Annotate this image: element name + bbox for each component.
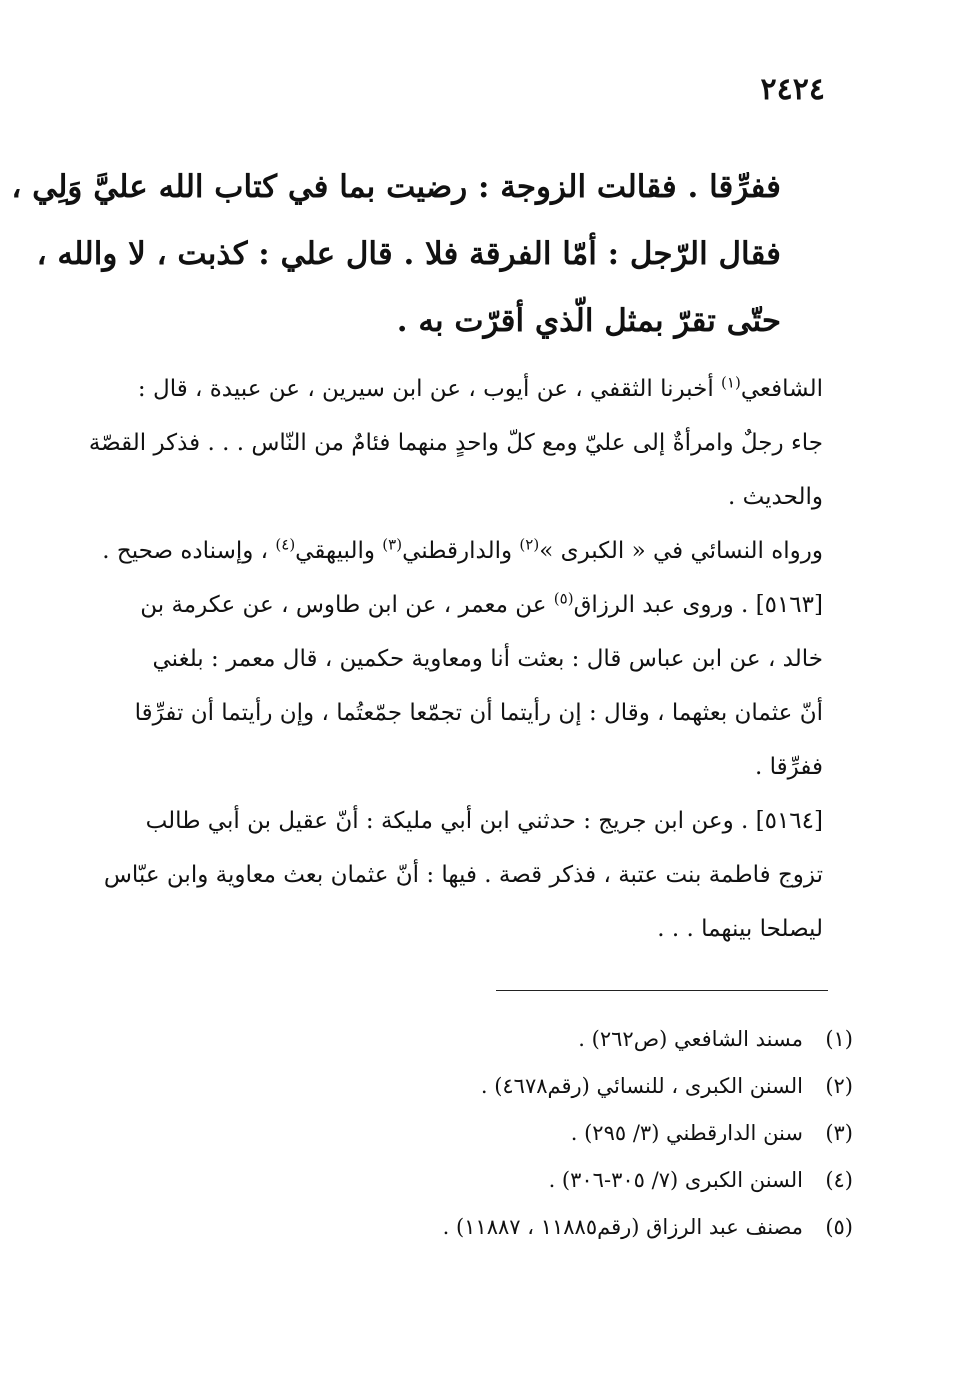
- text-run: [٥١٦٣] . وروى عبد الرزاق: [573, 592, 823, 618]
- paragraph-line: والحديث .: [727, 484, 823, 510]
- paragraph-line: ليصلحا بينهما . . .: [657, 916, 823, 942]
- footnote-text: مصنف عبد الرزاق (رقم١١٨٨٥ ، ١١٨٨٧) .: [442, 1215, 803, 1239]
- paragraph-line: أنّ عثمان بعثهما ، وقال : إن رأيتما أن تجمّعا جمّعتُما ، وإن رأيتما أن تفرِّقا: [134, 700, 823, 726]
- hadith-line-1: ففرِّقا . فقالت الزوجة : رضيت بما في كتاب الله عليَّ وَلِي ،: [11, 169, 781, 205]
- paragraph-line: [63, 578, 823, 632]
- footnote-5: [93, 1204, 853, 1251]
- page-number: ٢٤٢٤: [760, 72, 825, 107]
- footnote-ref-2[interactable]: (٢): [519, 535, 540, 554]
- footnote-1: [93, 1016, 853, 1063]
- paragraph-5164: [63, 794, 823, 956]
- text-run: والبيهقي: [295, 538, 383, 564]
- footnote-text: مسند الشافعي (ص٢٦٢) .: [578, 1027, 803, 1051]
- paragraph-line: جاء رجلٌ وامرأةٌ إلى عليّ ومع كلّ واحدٍ منهما فئامٌ من النّاس . . . فذكر القصّة: [88, 430, 823, 456]
- footnote-ref-3[interactable]: (٣): [382, 535, 403, 554]
- footnote-number: (٤): [825, 1168, 853, 1192]
- paragraph-nasai: [63, 524, 823, 578]
- footnote-2: [93, 1063, 853, 1110]
- text-run: أخبرنا الثقفي ، عن أيوب ، عن ابن سيرين ، عن عبيدة ، قال :: [137, 376, 722, 402]
- footnote-divider: [496, 990, 828, 991]
- paragraph-line: تزوج فاطمة بنت عتبة ، فذكر قصة . فيها : أنّ عثمان بعث معاوية وابن عبّاس: [103, 862, 823, 888]
- hadith-line-2: فقال الرّجل : أمّا الفرقة فلا . قال علي : كذبت ، لا والله ،: [36, 236, 781, 272]
- text-run: عن معمر ، عن ابن طاوس ، عن عكرمة بن: [140, 592, 554, 618]
- paragraph-line: [63, 362, 823, 416]
- footnote-ref-1[interactable]: (١): [721, 373, 741, 392]
- paragraph-line: خالد ، عن ابن عباس قال : بعثت أنا ومعاوية حكمين ، قال معمر : بلغني: [152, 646, 823, 672]
- footnote-ref-5[interactable]: (٥): [553, 589, 574, 608]
- paragraph-line: ففرِّقا .: [755, 754, 823, 780]
- paragraph-5163: [63, 578, 823, 794]
- paragraph-line: [٥١٦٤] . وعن ابن جريج : حدثني ابن أبي مليكة : أنّ عقيل بن أبي طالب: [145, 808, 823, 834]
- footnote-number: (٢): [825, 1074, 853, 1098]
- text-run: ورواه النسائي في « الكبرى »: [539, 538, 823, 564]
- footnote-text: السنن الكبرى ، للنسائي (رقم٤٦٧٨) .: [480, 1074, 803, 1098]
- text-run: والدارقطني: [402, 538, 520, 564]
- paragraph-line: [63, 524, 823, 578]
- hadith-line-3: حتّى تقرّ بمثل الّذي أقرّت به .: [396, 303, 781, 339]
- footnotes: [93, 1016, 853, 1251]
- footnote-text: السنن الكبرى (٧/ ٣٠٥-٣٠٦) .: [548, 1168, 803, 1192]
- footnote-number: (٣): [825, 1121, 853, 1145]
- text-run: ، وإسناده صحيح .: [102, 538, 276, 564]
- footnote-ref-4[interactable]: (٤): [275, 535, 296, 554]
- footnote-number: (٥): [825, 1215, 853, 1239]
- paragraph-shafii: [63, 362, 823, 524]
- footnote-number: (١): [825, 1027, 853, 1051]
- footnote-text: سنن الدارقطني (٣/ ٢٩٥) .: [570, 1121, 803, 1145]
- body-text: [63, 362, 823, 956]
- footnote-3: [93, 1110, 853, 1157]
- footnote-4: [93, 1157, 853, 1204]
- hadith-text-bold: [11, 154, 781, 355]
- text-run: الشافعي: [740, 376, 823, 402]
